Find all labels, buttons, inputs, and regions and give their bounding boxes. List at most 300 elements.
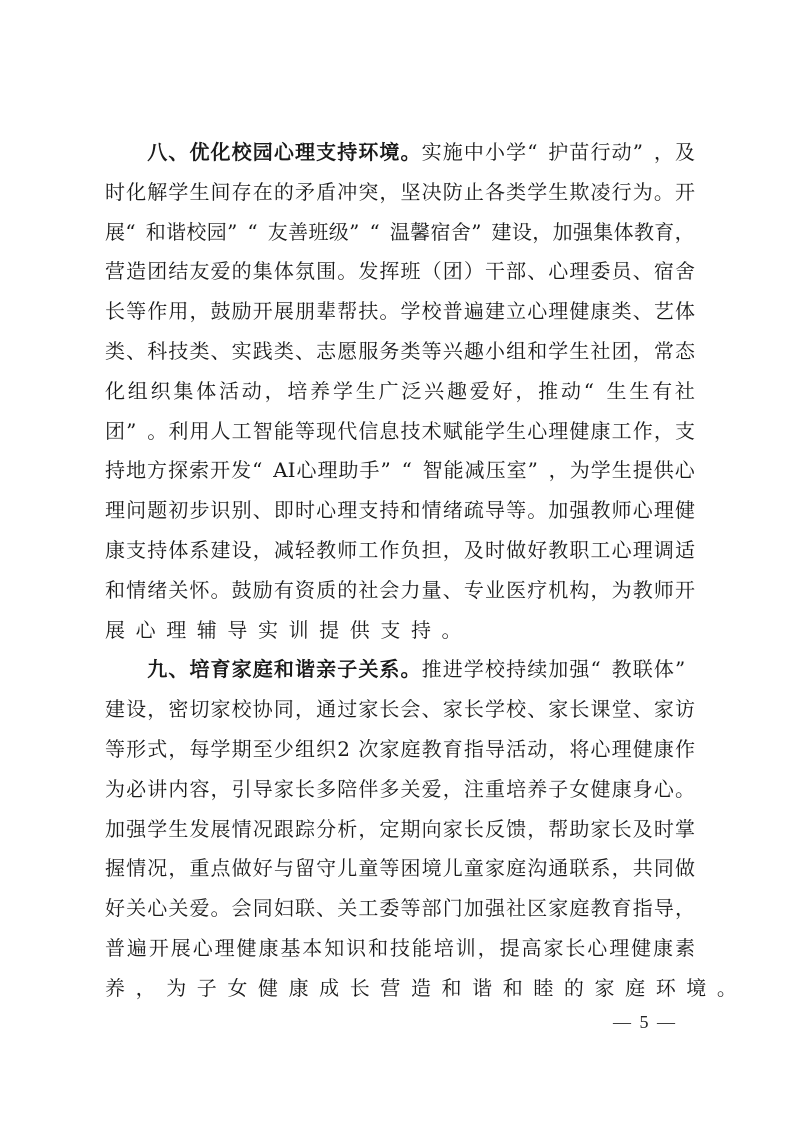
text-char: 工: [590, 537, 611, 562]
text-char: 朋: [294, 299, 315, 324]
text-char: 设: [231, 537, 252, 562]
text-char: 加: [548, 657, 569, 682]
text-char: 儿: [337, 856, 358, 881]
text-char: 工: [611, 418, 632, 443]
text-char: 讲: [147, 776, 168, 801]
text-char: 爱: [189, 896, 210, 921]
text-char: 育: [611, 896, 632, 921]
text-char: 、: [632, 299, 653, 324]
text-char: 知: [324, 935, 345, 960]
text-char: ，: [477, 935, 498, 960]
text-char: 心: [147, 896, 168, 921]
text-char: 校: [506, 697, 527, 722]
text-char: 兴: [424, 378, 445, 403]
text-char: 地: [126, 458, 147, 483]
text-char: 业: [484, 577, 505, 602]
text-char: 康: [258, 935, 279, 960]
text-char: 情: [231, 816, 252, 841]
text-char: 康: [653, 736, 674, 761]
heading-char: 境: [379, 140, 400, 164]
text-char: 学: [590, 458, 611, 483]
text-char: 凌: [590, 179, 611, 204]
text-char: 展: [105, 219, 125, 244]
text-char: 能: [273, 418, 294, 443]
text-char: 校: [421, 299, 442, 324]
text-char: 和: [441, 975, 462, 1000]
text-char: 关: [168, 577, 189, 602]
text-char: ，: [632, 338, 653, 363]
text-char: 女: [227, 975, 248, 1000]
text-char: 舍: [674, 259, 695, 284]
text-char: 干: [484, 259, 505, 284]
text-char: 注: [463, 776, 484, 801]
text-char: 广: [378, 378, 399, 403]
text-char: 能: [443, 458, 464, 483]
text-char: 实: [231, 338, 252, 363]
text-char: 导: [484, 498, 505, 523]
text-char: 趣: [446, 378, 467, 403]
text-char: 心: [632, 498, 653, 523]
text-char: ，: [135, 975, 156, 1000]
text-char: 建: [210, 537, 231, 562]
text-char: 家: [379, 736, 400, 761]
text-char: 和: [105, 577, 125, 602]
text-char: 联: [632, 657, 653, 682]
text-char: ”: [349, 219, 360, 244]
text-line: [105, 332, 695, 372]
text-char: 生: [189, 179, 210, 204]
text-char: 施: [442, 140, 463, 164]
text-char: 陪: [337, 776, 358, 801]
text-char: 访: [674, 697, 695, 722]
text-char: 家: [358, 697, 379, 722]
text-char: 同: [252, 896, 273, 921]
text-char: 等: [421, 338, 442, 363]
text-char: 社: [674, 378, 695, 403]
text-char: 和: [527, 338, 548, 363]
text-line: [105, 810, 695, 850]
text-char: 基: [280, 935, 301, 960]
heading-char: 化: [210, 140, 231, 164]
text-line: [105, 770, 695, 810]
text-char: 。: [716, 975, 737, 1000]
text-char: 问: [126, 498, 147, 523]
text-char: 信: [358, 418, 379, 443]
text-char: 期: [400, 816, 421, 841]
text-char: 活: [218, 378, 239, 403]
text-char: 、: [316, 896, 337, 921]
text-char: 通: [316, 697, 337, 722]
text-char: 时: [653, 816, 674, 841]
text-char: 和: [368, 935, 389, 960]
text-char: 励: [231, 299, 252, 324]
text-char: 技: [168, 338, 189, 363]
text-char: 生: [611, 458, 632, 483]
page-number: — 5 —: [613, 1012, 677, 1032]
text-char: 绪: [442, 498, 463, 523]
text-char: 学: [168, 179, 189, 204]
text-char: 体: [674, 299, 695, 324]
text-char: 等: [126, 299, 147, 324]
text-char: 园: [206, 219, 227, 244]
text-char: 团: [105, 418, 125, 443]
text-char: 师: [653, 577, 674, 602]
text-char: 开: [674, 179, 695, 204]
text-char: 体: [168, 537, 189, 562]
text-char: 子: [196, 975, 217, 1000]
text-char: 社: [358, 577, 379, 602]
text-char: 级: [328, 219, 349, 244]
text-char: 持: [379, 498, 400, 523]
text-char: 医: [506, 577, 527, 602]
text-char: 育: [442, 736, 463, 761]
text-char: 志: [316, 338, 337, 363]
text-char: 况: [252, 816, 273, 841]
text-char: 为: [569, 458, 590, 483]
text-char: 开: [210, 458, 231, 483]
heading-char: 和: [273, 657, 294, 682]
text-char: 建: [491, 219, 512, 244]
text-char: 委: [379, 896, 400, 921]
text-char: 营: [380, 975, 401, 1000]
text-char: 导: [653, 896, 674, 921]
text-char: 宿: [653, 259, 674, 284]
text-char: ”: [527, 458, 538, 483]
text-char: 密: [168, 697, 189, 722]
text-char: 类: [273, 338, 294, 363]
text-char: 部: [421, 896, 442, 921]
text-char: 营: [105, 259, 125, 284]
text-char: 理: [166, 617, 187, 642]
heading-char: 系: [379, 657, 400, 682]
heading-char: 亲: [316, 657, 337, 682]
text-char: 各: [484, 179, 505, 204]
text-char: ，: [264, 378, 285, 403]
text-char: 理: [548, 299, 569, 324]
heading-char: 持: [337, 140, 358, 164]
text-char: 用: [189, 418, 210, 443]
text-char: 识: [210, 498, 231, 523]
text-char: 善: [288, 219, 309, 244]
text-char: 至: [252, 736, 273, 761]
text-char: ”: [126, 418, 137, 443]
text-char: 联: [569, 856, 590, 881]
text-char: 解: [147, 179, 168, 204]
text-char: 能: [411, 935, 432, 960]
text-char: 减: [464, 458, 485, 483]
text-char: AI: [273, 458, 296, 483]
text-char: 学: [147, 816, 168, 841]
text-char: ，: [210, 776, 231, 801]
body-text: [105, 133, 737, 1009]
heading-char: 庭: [252, 657, 273, 682]
paragraph: [105, 650, 737, 1008]
text-char: 、: [632, 259, 653, 284]
text-char: 技: [389, 935, 410, 960]
text-char: [126, 650, 146, 690]
text-char: 帮: [337, 299, 358, 324]
text-char: 必: [126, 776, 147, 801]
text-char: 理: [214, 935, 235, 960]
text-char: 专: [463, 577, 484, 602]
text-char: 馨: [410, 219, 431, 244]
text-char: 系: [590, 856, 611, 881]
text-char: 做: [506, 537, 527, 562]
text-char: 次: [358, 736, 379, 761]
text-char: 遍: [463, 299, 484, 324]
text-char: 推: [421, 657, 442, 682]
text-char: 展: [105, 617, 125, 642]
text-char: 立: [506, 299, 527, 324]
text-char: 初: [168, 498, 189, 523]
text-char: 家: [210, 697, 231, 722]
text-char: 作: [379, 537, 400, 562]
text-char: 愿: [337, 338, 358, 363]
text-char: 室: [506, 458, 527, 483]
text-char: 好: [527, 537, 548, 562]
text-char: 将: [569, 736, 590, 761]
text-char: 强: [569, 498, 590, 523]
text-char: 健: [236, 935, 257, 960]
text-char: 心: [674, 458, 695, 483]
text-char: ，: [379, 179, 400, 204]
text-char: 时: [484, 537, 505, 562]
text-char: 家: [548, 896, 569, 921]
text-char: 为: [611, 577, 632, 602]
heading-char: 子: [337, 657, 358, 682]
text-char: 发: [358, 259, 379, 284]
text-char: 职: [569, 537, 590, 562]
text-char: 好: [492, 378, 513, 403]
text-char: 女: [569, 776, 590, 801]
text-char: 构: [569, 577, 590, 602]
text-char: 家: [484, 856, 505, 881]
text-char: 决: [421, 179, 442, 204]
text-line: [105, 849, 695, 889]
text-char: 小: [484, 338, 505, 363]
text-char: 社: [506, 896, 527, 921]
text-char: 理: [548, 418, 569, 443]
text-char: 庭: [569, 896, 590, 921]
text-char: 践: [252, 338, 273, 363]
text-char: 馈: [506, 816, 527, 841]
text-char: “: [125, 219, 136, 244]
text-char: 引: [231, 776, 252, 801]
text-char: 与: [273, 856, 294, 881]
text-char: 教: [548, 537, 569, 562]
text-char: 止: [463, 179, 484, 204]
heading-char: 、: [168, 657, 189, 682]
text-char: [126, 133, 146, 173]
text-char: 辅: [196, 617, 217, 642]
text-char: “: [590, 657, 601, 682]
text-char: ，: [674, 219, 695, 244]
text-char: 组: [127, 378, 148, 403]
text-char: 类: [189, 338, 210, 363]
text-char: 发: [189, 816, 210, 841]
text-char: 、: [252, 498, 273, 523]
text-char: 爱: [210, 259, 231, 284]
text-line: [105, 650, 695, 690]
text-char: 艺: [653, 299, 674, 324]
text-char: 培: [287, 378, 308, 403]
text-char: “: [401, 458, 412, 483]
text-char: 向: [421, 816, 442, 841]
text-char: 围: [316, 259, 337, 284]
text-char: 实: [257, 617, 278, 642]
text-char: 作: [632, 418, 653, 443]
text-char: 境: [421, 856, 442, 881]
text-char: 同: [273, 697, 294, 722]
text-char: 家: [273, 776, 294, 801]
text-char: 等: [294, 418, 315, 443]
text-char: 养: [310, 378, 331, 403]
text-char: 情: [421, 498, 442, 523]
text-char: 励: [252, 577, 273, 602]
text-char: 理: [632, 537, 653, 562]
text-char: 人: [210, 418, 231, 443]
text-char: 教: [421, 736, 442, 761]
text-char: 趣: [463, 338, 484, 363]
text-line: [105, 292, 695, 332]
text-char: 、: [632, 697, 653, 722]
text-char: 化: [126, 179, 147, 204]
text-char: 2: [337, 736, 350, 761]
text-char: 持: [147, 537, 168, 562]
text-char: 关: [400, 776, 421, 801]
text-char: 、: [126, 338, 147, 363]
text-char: 建: [484, 299, 505, 324]
text-char: 心: [548, 259, 569, 284]
text-char: 健: [257, 975, 278, 1000]
text-char: ，: [252, 537, 273, 562]
text-char: 理: [609, 935, 630, 960]
text-char: 为: [105, 776, 125, 801]
text-char: 扶: [358, 299, 379, 324]
heading-char: 环: [358, 140, 379, 164]
text-char: 兴: [442, 338, 463, 363]
text-char: 理: [653, 498, 674, 523]
text-char: 动: [611, 140, 632, 164]
text-char: [105, 133, 125, 173]
text-char: 智: [252, 418, 273, 443]
text-char: 、: [294, 338, 315, 363]
text-line: [105, 611, 695, 651]
text-char: 设: [126, 697, 147, 722]
text-char: 生: [168, 816, 189, 841]
text-line: [105, 412, 695, 452]
text-char: 及: [463, 537, 484, 562]
text-char: 和: [145, 219, 166, 244]
text-char: 态: [674, 338, 695, 363]
text-char: 集: [593, 219, 614, 244]
text-char: 探: [168, 458, 189, 483]
text-char: 师: [611, 498, 632, 523]
text-char: 教: [316, 537, 337, 562]
text-char: 好: [252, 856, 273, 881]
text-char: 析: [337, 816, 358, 841]
text-char: 的: [231, 259, 252, 284]
text-char: ”: [227, 219, 238, 244]
text-char: 会: [400, 697, 421, 722]
text-char: 作: [147, 299, 168, 324]
text-char: 造: [126, 259, 147, 284]
text-char: 适: [674, 537, 695, 562]
text-char: 氛: [294, 259, 315, 284]
text-char: 支: [380, 617, 401, 642]
text-char: 遍: [126, 935, 147, 960]
text-char: “: [369, 219, 380, 244]
text-char: 为: [632, 179, 653, 204]
text-char: 进: [442, 657, 463, 682]
text-char: 加: [552, 219, 573, 244]
text-char: 校: [484, 657, 505, 682]
text-char: 开: [252, 299, 273, 324]
text-char: 索: [189, 458, 210, 483]
heading-char: 谐: [294, 657, 315, 682]
text-char: “: [527, 140, 538, 164]
text-char: ，: [442, 537, 463, 562]
heading-char: 园: [252, 140, 273, 164]
text-char: 开: [148, 935, 169, 960]
text-char: 有: [652, 378, 673, 403]
text-char: 关: [126, 896, 147, 921]
text-line: [105, 372, 695, 412]
text-char: 员: [611, 259, 632, 284]
text-char: 反: [484, 816, 505, 841]
text-char: 疗: [527, 577, 548, 602]
text-char: 长: [105, 299, 125, 324]
text-char: 做: [231, 856, 252, 881]
text-line: [105, 929, 695, 969]
text-char: 养: [527, 776, 548, 801]
text-char: 负: [400, 537, 421, 562]
heading-char: 八: [147, 140, 168, 164]
text-char: 学: [484, 418, 505, 443]
text-char: 指: [463, 736, 484, 761]
text-char: 童: [358, 856, 379, 881]
text-char: ，: [590, 577, 611, 602]
text-char: 分: [316, 816, 337, 841]
text-char: 导: [227, 617, 248, 642]
text-char: 行: [590, 140, 611, 164]
text-char: 学: [400, 299, 421, 324]
text-char: 持: [105, 458, 125, 483]
text-char: 委: [590, 259, 611, 284]
text-char: 智: [422, 458, 443, 483]
text-char: 服: [358, 338, 379, 363]
text-char: 赋: [442, 418, 463, 443]
text-char: 时: [294, 498, 315, 523]
text-line: [105, 690, 695, 730]
text-char: 康: [653, 935, 674, 960]
text-char: 强: [484, 896, 505, 921]
text-char: 学: [484, 697, 505, 722]
text-char: 类: [506, 179, 527, 204]
text-char: 支: [126, 537, 147, 562]
text-char: 资: [294, 577, 315, 602]
text-char: 压: [485, 458, 506, 483]
text-char: 展: [273, 299, 294, 324]
text-char: 少: [273, 736, 294, 761]
heading-char: 九: [147, 657, 168, 682]
text-char: 教: [590, 498, 611, 523]
text-char: 养: [105, 975, 125, 1000]
text-char: 温: [389, 219, 410, 244]
text-char: 教: [611, 657, 632, 682]
text-char: [105, 650, 125, 690]
text-line: [105, 571, 695, 611]
